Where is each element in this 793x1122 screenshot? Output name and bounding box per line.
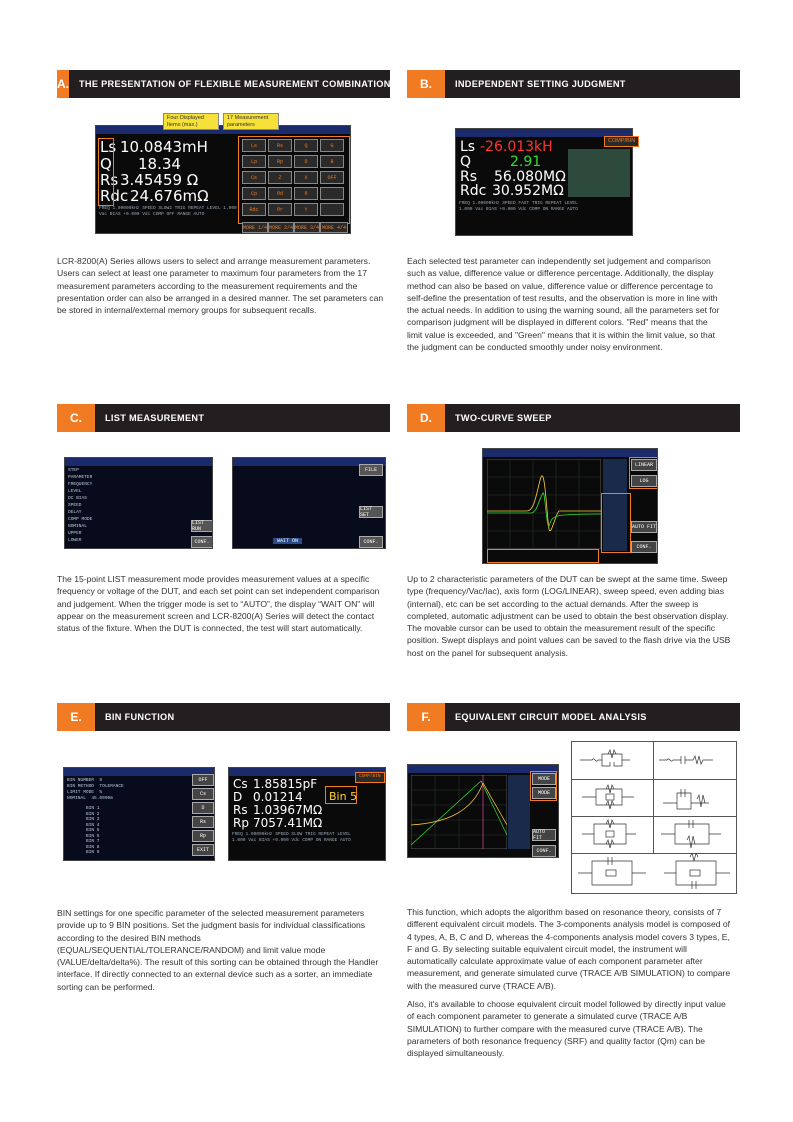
- body-text: The 15-point LIST measurement mode provides measurement values at a specific frequency or voltage of the DUT, and each set point can set independent comparison and judgement. When the trigger mode is set to “AUTO”, the display “WAIT ON” will appear on the measurement screen and LCR-8200(A) Series will detect the contact status of the fixture. When the DUT is connected, the test will start automatically.: [57, 574, 380, 634]
- screenshot-c-left: [64, 457, 213, 549]
- page-button[interactable]: MORE 4/4: [320, 222, 348, 233]
- list-row-label: SPEED: [68, 503, 82, 508]
- section-title: INDEPENDENT SETTING JUDGMENT: [455, 79, 626, 89]
- bin-row: BIN 4: [86, 822, 100, 828]
- reading-value: 24.676mΩ: [130, 187, 209, 205]
- screenshot-f: [407, 764, 559, 858]
- body-text: LCR-8200(A) Series allows users to select and arrange measurement parameters. Users can select at least one parameter to maximum four parameters from the 17 measurement parameters according to the measurement requirements and the presentation order can also be arranged in a desired manner. The set parameters can be stored in internal/external memory groups for subsequent recalls.: [57, 256, 384, 316]
- reading-value: 2.91: [510, 154, 542, 170]
- page-button[interactable]: MORE 2/4: [268, 222, 294, 233]
- list-row-label: NOMINAL: [68, 524, 87, 529]
- param-button[interactable]: Lp: [242, 155, 266, 168]
- bin-row: BIN 5: [86, 828, 100, 833]
- bin-row: BIN 9: [86, 850, 100, 855]
- reading-value: 7057.41MΩ: [253, 816, 323, 830]
- param-button[interactable]: X: [294, 171, 318, 184]
- bin-row: BIN 2: [86, 811, 100, 817]
- linear-button[interactable]: LINEAR: [631, 459, 657, 471]
- file-button[interactable]: FILE: [359, 464, 383, 476]
- circuit-model: [653, 816, 736, 854]
- highlight-box: [325, 786, 357, 804]
- param-button[interactable]: Ls: [242, 139, 266, 152]
- param-button[interactable]: Rdc: [242, 203, 266, 216]
- highlight-box: [487, 549, 599, 563]
- param-button[interactable]: G: [320, 139, 344, 152]
- body-paragraph: Also, it's available to choose equivalent circuit model followed by directly input value of each component parameter to generate a simulated curve (TRACE A/B SIMULATION) to further compare with the measured curve (TRACE A/B). The parameters of both resonance frequency (SRF) and quality factor (Qm) can be displayed simultaneously.: [407, 999, 726, 1059]
- reading-value: 1.85815pF: [253, 777, 318, 791]
- reading-value: 0.01214: [253, 790, 303, 804]
- section-header: [407, 70, 740, 98]
- page-button[interactable]: MORE 1/4: [242, 222, 268, 233]
- section-header: [407, 703, 740, 731]
- section-header: [407, 404, 740, 432]
- auto-fit-button[interactable]: AUTO FIT: [631, 521, 657, 533]
- auto-fit-button[interactable]: AUTO FIT: [532, 829, 556, 841]
- bin-result: Bin 5: [329, 790, 358, 803]
- bin-side-button[interactable]: Rs: [192, 816, 214, 828]
- list-row-label: LEVEL: [68, 489, 82, 494]
- reading-value: 30.952MΩ: [492, 183, 564, 199]
- bin-row: BIN 8: [86, 844, 100, 850]
- log-button[interactable]: LOG: [631, 475, 657, 487]
- analysis-plot: [411, 775, 507, 849]
- highlight-box: [601, 493, 631, 553]
- list-row-label: LOWER: [68, 538, 82, 543]
- section-header: [57, 703, 390, 731]
- section-d: [407, 404, 740, 432]
- section-letter: B.: [407, 70, 445, 98]
- section-letter: A.: [57, 70, 69, 98]
- section-title: EQUIVALENT CIRCUIT MODEL ANALYSIS: [455, 712, 647, 722]
- wait-on-label: WAIT ON: [273, 538, 302, 544]
- list-row-label: UPPER: [68, 531, 82, 536]
- highlight-box: [530, 771, 557, 801]
- reading-value: 3.45459 Ω: [120, 171, 199, 189]
- section-c: [57, 404, 390, 432]
- screenshot-e-right: Cs 1.85815pF D 0.01214 Rs 1.03967MΩ Rp 7057.41MΩ Bin 5 COMP/BIN FREQ 1.00000kHz SPEED SLOW TRIG REPEAT LEVEL 1.000 Vac BIAS +0.000 Vdc COMP ON RANGE AUTO: [228, 767, 386, 861]
- section-title: TWO-CURVE SWEEP: [455, 413, 552, 423]
- list-run-button[interactable]: LIST RUN: [191, 520, 213, 532]
- param-button[interactable]: OFF: [320, 171, 344, 184]
- param-button[interactable]: θd: [268, 187, 292, 200]
- bin-row: BIN 3: [86, 817, 100, 822]
- reading-value: 18.34: [138, 155, 181, 173]
- reading-value: 1.03967MΩ: [253, 803, 323, 817]
- body-text: [407, 906, 733, 1066]
- screenshot-e-left: BIN NUMBER 9 BIN METHOD TOLERANCE LIMIT MODE % NOMINAL 45.0000m BIN 1 BIN 2 BIN 3 BIN 4 BIN 5 BIN 6 BIN 7 BIN 8 BIN 9 OFF Cs D Rs Rp EXIT: [63, 767, 215, 861]
- body-text: Up to 2 characteristic parameters of the DUT can be swept at the same time. Sweep type (frequency/Vac/Iac), axis form (LOG/LINEAR), sweep speed, even adding bias (internal), etc can be set according to the actual demands. After the sweep is completed, automatic adjustment can be used to obtain the best observation display. The movable cursor can be used to obtain the measurement result of the specific position. Swept displays and point values can be saved to the flash drive via the USB host on the panel for subsequent analysis.: [407, 574, 731, 658]
- param-button[interactable]: Y: [294, 203, 318, 216]
- section-b: [407, 70, 740, 98]
- conf-button[interactable]: CONF.: [532, 845, 556, 857]
- bin-side-button[interactable]: Cs: [192, 788, 214, 800]
- list-row-label: STEP: [68, 468, 79, 473]
- param-button[interactable]: Rs: [268, 139, 292, 152]
- section-f: [407, 703, 740, 731]
- comp-bin-label: COMP/BIN: [355, 772, 385, 783]
- bin-row: BIN 7: [86, 839, 100, 844]
- status-bar: FREQ 1.00000kHz SPEED SLOW2 TRIG REPEAT LEVEL 1.000 Vac BIAS +0.000 Vdc COMP OFF RANGE AUTO: [99, 206, 237, 217]
- param-button[interactable]: θ: [294, 187, 318, 200]
- comp-bin-label: COMP/BIN: [604, 136, 639, 147]
- param-button[interactable]: Cp: [242, 187, 266, 200]
- sweep-plot: [487, 459, 601, 549]
- circuit-model: [653, 779, 736, 817]
- status-bar: FREQ 1.00000kHz SPEED SLOW TRIG REPEAT LEVEL 1.000 Vac BIAS +0.000 Vdc COMP ON RANGE AUTO: [232, 832, 351, 843]
- section-header: [57, 404, 390, 432]
- param-button[interactable]: [320, 203, 344, 216]
- section-letter: E.: [57, 703, 95, 731]
- param-button[interactable]: B: [320, 155, 344, 168]
- list-row-label: DC BIAS: [68, 496, 87, 501]
- highlight-box: [98, 138, 114, 206]
- section-letter: D.: [407, 404, 445, 432]
- bin-side-button[interactable]: EXIT: [192, 844, 214, 856]
- section-title: THE PRESENTATION OF FLEXIBLE MEASUREMENT COMBINATIONS: [79, 79, 398, 89]
- conf-button[interactable]: CONF.: [191, 536, 213, 548]
- callout-17-params: 17 Measurement parameters: [223, 113, 279, 130]
- param-button[interactable]: [320, 187, 344, 200]
- screenshot-b: Ls -26.013kH Q 2.91 Rs 56.080MΩ Rdc 30.952MΩ FREQ 1.00000kHz SPEED FAST TRIG REPEAT LEVEL 1.000 Vac BIAS +0.000 Vdc COMP ON RANGE AUTO: [455, 128, 633, 236]
- param-button[interactable]: Z: [268, 171, 292, 184]
- param-button[interactable]: Q: [294, 139, 318, 152]
- param-button[interactable]: D: [294, 155, 318, 168]
- highlight-box: [629, 457, 658, 489]
- section-title: BIN FUNCTION: [105, 712, 175, 722]
- param-button[interactable]: Cs: [242, 171, 266, 184]
- circuit-model: [572, 853, 736, 893]
- section-e: [57, 703, 390, 731]
- conf-button[interactable]: CONF.: [631, 541, 657, 553]
- section-letter: F.: [407, 703, 445, 731]
- mode-button[interactable]: MODE: [532, 787, 556, 799]
- status-bar: FREQ 1.00000kHz SPEED FAST TRIG REPEAT LEVEL 1.000 Vac BIAS +0.000 Vdc COMP ON RANGE AUTO: [459, 201, 578, 212]
- body-text: BIN settings for one specific parameter of the selected measurement parameters provide up to 9 BIN positions. Set the judgment basis for individual classifications according to the desired BIN methods (EQUAL/SEQUENTIAL/TOLERANCE/RANDOM) and limit value mode (VALUE/delta/delta%). The result of this sorting can be obtained through the Handler interface. If directly connected to an external device such as a sorter, an immediate sorting can be performed.: [57, 908, 379, 992]
- circuit-model: [572, 816, 654, 854]
- page-button[interactable]: MORE 3/4: [294, 222, 320, 233]
- reading-value: -26.013kH: [480, 139, 553, 155]
- list-row-label: COMP MODE: [68, 517, 93, 522]
- screenshot-d: [482, 448, 658, 564]
- list-row-label: DELAY: [68, 510, 82, 515]
- reading-value: 10.0843mH: [120, 138, 208, 156]
- section-title: LIST MEASUREMENT: [105, 413, 205, 423]
- bin-side-button[interactable]: OFF: [192, 774, 214, 786]
- list-set-button[interactable]: LIST SET: [359, 506, 383, 518]
- conf-button[interactable]: CONF.: [359, 536, 383, 548]
- list-row-label: PARAMETER: [68, 475, 93, 480]
- section-letter: C.: [57, 404, 95, 432]
- bin-side-button[interactable]: Rp: [192, 830, 214, 842]
- section-a: [57, 70, 398, 98]
- screenshot-c-right: [232, 457, 386, 549]
- section-header: [57, 70, 398, 98]
- body-text: Each selected test parameter can independently set judgement and comparison such as value, difference value or difference percentage. Additionally, the display method can also be based on value, difference value or difference percentage to self-define the presentation of test results, and the observation is more in line with the actual needs. In addition to using the warning sound, all the parameters set for comparison judgment will be displayed in different colors. "Red" means that the limit value is exceeded, and "Green" means that it is within the limit value, so that the judgment can be conducted smoothly under noisy environment.: [407, 256, 720, 353]
- reading-value: 56.080MΩ: [494, 169, 566, 185]
- circuit-model: [653, 742, 736, 780]
- plot-area: [487, 459, 601, 549]
- param-button[interactable]: θr: [268, 203, 292, 216]
- info-panel: [508, 775, 530, 849]
- body-paragraph: This function, which adopts the algorithm based on resonance theory, consists of 7 different equivalent circuit models. The 3-components analysis model is composed of 4 types, A, B, C and D, whereas the 4-components analysis model covers 3 types, E, F and G. By selecting suitable equivalent circuit model, the instrument will automatically calculate approximate value of each component parameter after measurement, and generate simulated curve (TRACE A/B SIMULATION) to compare with the measured curve (TRACE A/B).: [407, 907, 731, 991]
- circuit-model: [572, 779, 654, 817]
- bin-side-button[interactable]: D: [192, 802, 214, 814]
- bin-row: BIN 6: [86, 833, 100, 839]
- bin-row: BIN 1: [86, 806, 100, 811]
- mode-button[interactable]: MODE: [532, 773, 556, 785]
- param-button[interactable]: Rp: [268, 155, 292, 168]
- list-row-label: FREQUENCY: [68, 482, 93, 487]
- comp-table: [568, 149, 630, 197]
- circuit-model: [572, 742, 654, 780]
- callout-four-items: Four Displayed Items (max.): [163, 113, 219, 130]
- circuit-models-grid: [571, 741, 737, 894]
- screenshot-a: Ls 10.0843mH Q 18.34 Rs 3.45459 Ω Rdc 24.676mΩ Ls Rs Q G Lp Rp D B Cs Z X OFF Cp θd θ Rdc θr Y FREQ 1.00000kHz SPEED SLOW2 TRIG REPEAT LEVEL 1.000 Vac BIAS +0.000 Vdc COMP OFF RANGE AUTO MORE 1/4 MORE 2/4 MORE 3/4 MORE 4/4: [95, 125, 351, 234]
